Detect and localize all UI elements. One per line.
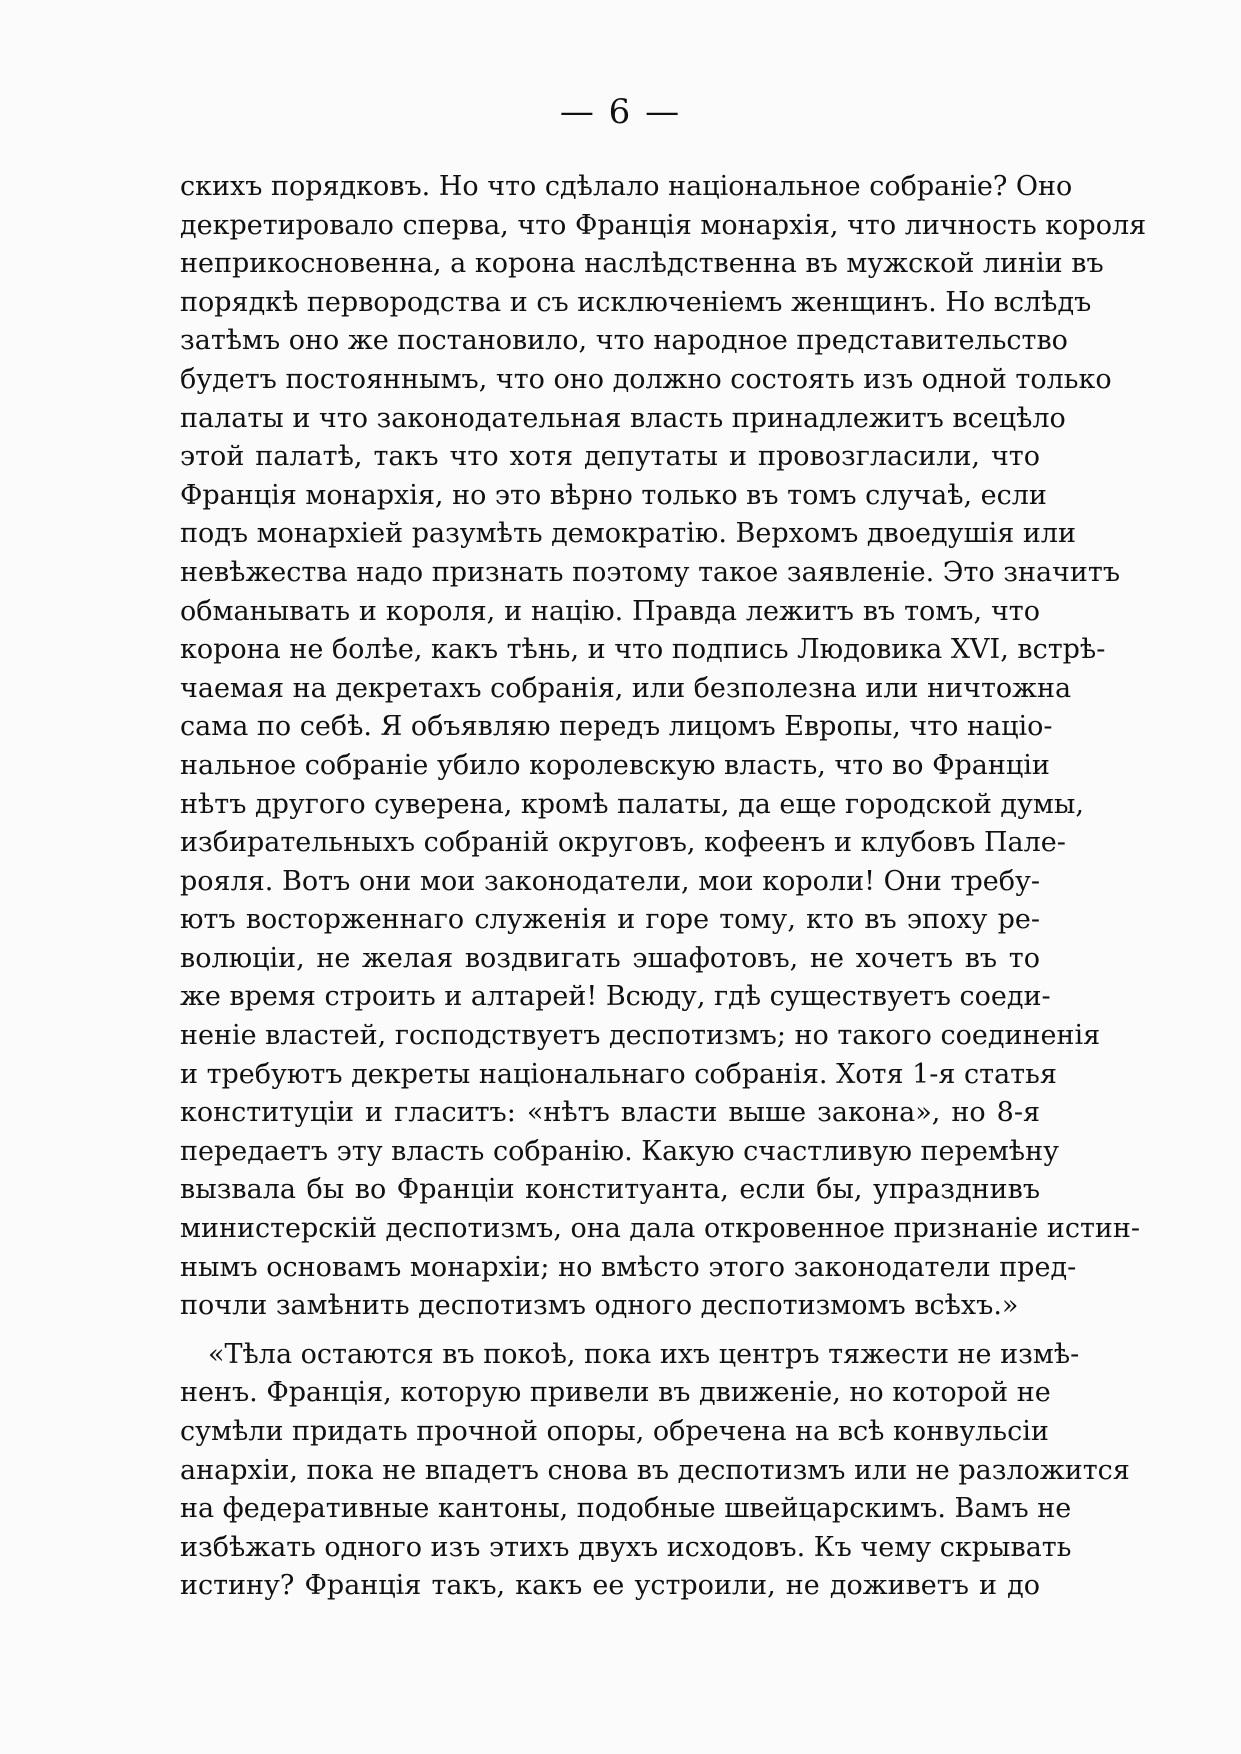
text-line: порядкѣ первородства и съ исключеніемъ женщинъ. Но вслѣдъ	[180, 286, 1092, 318]
text-line: скихъ порядковъ. Но что сдѣлало національное собраніе? Оно	[180, 171, 1073, 202]
page-number: — 6 —	[559, 92, 682, 132]
text-line: министерскій деспотизмъ, она дала откровенное признаніе истин-	[180, 1213, 1141, 1245]
paragraph-gap	[180, 1326, 1040, 1336]
text-line: избѣжать одного изъ этихъ двухъ исходовъ. Къ чему скрывать	[180, 1531, 1072, 1563]
text-line: сумѣли придать прочной опоры, обречена на всѣ конвульсіи	[180, 1416, 1049, 1447]
text-line: конституціи и гласитъ: «нѣтъ власти выше закона», но 8-я	[180, 1097, 1040, 1129]
text-line: обманывать и короля, и націю. Правда лежитъ въ томъ, что	[180, 595, 1040, 627]
text-line: затѣмъ оно же постановило, что народное представительство	[180, 325, 1068, 357]
text-line: почли замѣнить деспотизмъ одного деспотизмомъ всѣхъ.»	[180, 1290, 1019, 1322]
text-line: и требуютъ декреты національнаго собранія. Хотя 1-я статья	[180, 1058, 1057, 1090]
text-line: подъ монархіей разумѣть демократію. Верхомъ двоедушія или	[180, 518, 1076, 550]
text-line: палаты и что законодательная власть принадлежитъ всецѣло	[180, 402, 1066, 434]
text-line: нальное собраніе убило королевскую власть, что во Франціи	[180, 749, 1050, 781]
text-line: нымъ основамъ монархіи; но вмѣсто этого законодатели пред-	[180, 1251, 1077, 1283]
text-line: неприкосновенна, а корона наслѣдственна въ мужской линіи въ	[180, 248, 1104, 280]
text-line: на федеративные кантоны, подобные швейцарскимъ. Вамъ не	[180, 1493, 1072, 1525]
text-line: истину? Франція такъ, какъ ее устроили, не доживетъ и до	[180, 1570, 1040, 1602]
text-line: «Тѣла остаются въ покоѣ, пока ихъ центръ тяжести не измѣ-	[208, 1338, 1080, 1370]
text-line: Франція монархія, но это вѣрно только въ томъ случаѣ, если	[180, 479, 1047, 511]
text-line: анархіи, пока не впадетъ снова въ деспотизмъ или не разложится	[180, 1454, 1130, 1486]
paragraph-1	[180, 168, 1147, 1326]
text-line: декретировало сперва, что Франція монархія, что личность короля	[180, 209, 1147, 241]
text-line: этой палатѣ, такъ что хотя депутаты и провозгласили, что	[180, 441, 1040, 473]
body-text	[180, 168, 1147, 1606]
paragraph-2	[180, 1336, 1130, 1606]
text-line: ютъ восторженнаго служенія и горе тому, кто въ эпоху ре-	[180, 904, 1040, 936]
text-line: избирательныхъ собраній округовъ, кофеенъ и клубовъ Пале-	[180, 827, 1066, 859]
text-line: сама по себѣ. Я объявляю передъ лицомъ Европы, что націо-	[180, 711, 1053, 743]
text-line: чаемая на декретахъ собранія, или безполезна или ничтожна	[180, 672, 1072, 704]
text-line: нѣтъ другого суверена, кромѣ палаты, да еще городской думы,	[180, 788, 1084, 820]
text-line: будетъ постояннымъ, что оно должно состоять изъ одной только	[180, 363, 1112, 395]
text-line: волюціи, не желая воздвигать эшафотовъ, не хочетъ въ то	[180, 942, 1040, 974]
text-line: неніе властей, господствуетъ деспотизмъ; но такого соединенія	[180, 1020, 1101, 1052]
text-line: передаетъ эту власть собранію. Какую счастливую перемѣну	[180, 1135, 1059, 1167]
text-line: вызвала бы во Франціи конституанта, если бы, упразднивъ	[180, 1174, 1040, 1206]
text-line: невѣжества надо признать поэтому такое заявленіе. Это значитъ	[180, 556, 1121, 588]
text-line: ненъ. Франція, которую привели въ движеніе, но которой не	[180, 1377, 1051, 1409]
text-line: корона не болѣе, какъ тѣнь, и что подпись Людовика XVI, встрѣ-	[180, 634, 1106, 666]
text-line: рояля. Вотъ они мои законодатели, мои короли! Они требу-	[180, 865, 1040, 897]
text-line: же время строить и алтарей! Всюду, гдѣ существуетъ соеди-	[180, 981, 1051, 1013]
